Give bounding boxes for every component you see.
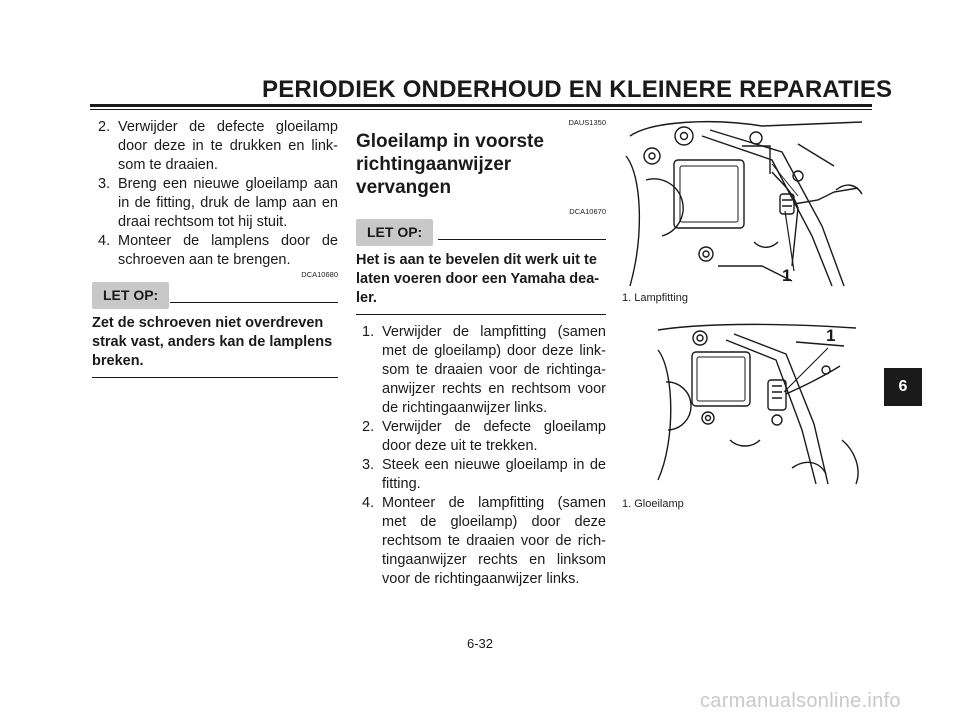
notice-text: Zet de schroeven niet overdreven strak vast, anders kan de lamplens breken. xyxy=(92,315,333,369)
middle-column xyxy=(356,118,606,589)
list-item: 4. Monteer de lamplens door de schroeven aan te brengen. xyxy=(98,233,338,268)
gloeilamp-illustration xyxy=(656,320,870,486)
list-item: 4. Monteer de lampfitting (samen met de gloeilamp) door deze rechtsom te draaien voor de rich-tingaanwijzer rechts en linksom voor de richtingaanwijzer links. xyxy=(362,495,606,587)
page-header-title: PERIODIEK ONDERHOUD EN KLEINERE REPARATIES xyxy=(262,76,893,103)
figure-gloeilamp xyxy=(656,320,870,486)
list-item: 1. Verwijder de lampfitting (samen met de gloeilamp) door deze link-som te draaien voor de richtinga-anwijzer rechts en rechtsom voor de richtingaanwijzer links. xyxy=(362,324,606,416)
notice-label: LET OP: xyxy=(92,282,169,309)
page-number: 6-32 xyxy=(466,636,494,651)
list-item: 2. Verwijder de defecte gloeilamp door deze uit te trekken. xyxy=(362,419,606,454)
notice-code: DCA10680 xyxy=(301,270,338,279)
figure-caption: 1. Lampfitting xyxy=(622,292,689,304)
notice-text: Het is aan te bevelen dit werk uit te laten voeren door een Yamaha dea-ler. xyxy=(356,252,600,306)
notice-end-rule xyxy=(356,314,606,315)
notice-rule xyxy=(438,239,606,240)
list-item: 2. Verwijder de defecte gloeilamp door deze in te drukken en link-som te draaien. xyxy=(98,119,338,173)
section-title: Gloeilamp in voorste richtingaanwijzer vervangen xyxy=(356,131,544,198)
middle-steps-list xyxy=(356,323,606,589)
notice-code: DCA10670 xyxy=(569,207,606,216)
notice-end-rule xyxy=(92,377,338,378)
header-rule-thin xyxy=(90,109,872,110)
list-item: 3. Breng een nieuwe gloeilamp aan in de fitting, druk de lamp aan en draai rechtsom tot hij stuit. xyxy=(98,176,338,230)
left-column xyxy=(92,118,338,378)
left-steps-list xyxy=(92,118,338,270)
figure-callout-1: 1 xyxy=(782,266,792,285)
figure-caption: 1. Gloeilamp xyxy=(622,498,684,510)
notice-header xyxy=(356,219,606,247)
notice-header xyxy=(92,282,338,310)
section-code: DAUS1350 xyxy=(568,118,606,127)
figure-callout-1: 1 xyxy=(826,326,836,345)
lampfitting-illustration xyxy=(622,116,872,294)
watermark: carmanualsonline.info xyxy=(700,690,901,712)
figure-lampfitting xyxy=(622,116,872,304)
notice-label: LET OP: xyxy=(356,219,433,246)
list-item: 3. Steek een nieuwe gloeilamp in de fitting. xyxy=(362,457,606,492)
header-rule-thick xyxy=(90,104,872,107)
chapter-tab: 6 xyxy=(884,368,922,406)
notice-rule xyxy=(170,302,338,303)
